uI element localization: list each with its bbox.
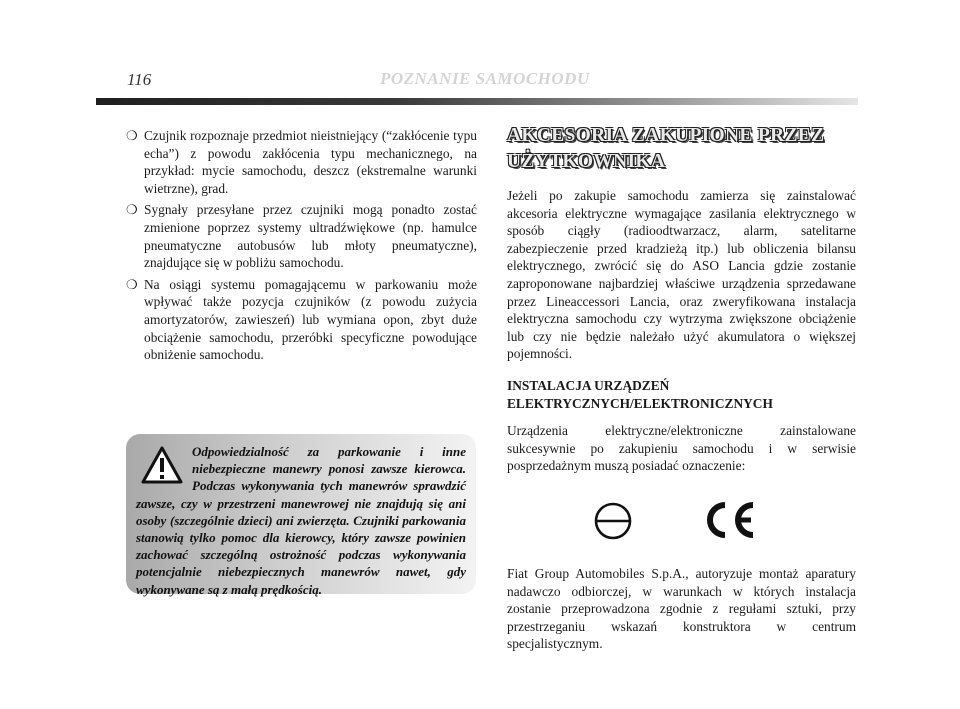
bullet-item <box>126 201 477 271</box>
bullet-circle-icon: ❍ <box>126 276 138 292</box>
bullet-circle-icon: ❍ <box>126 128 138 143</box>
bullet-item <box>126 127 477 197</box>
accessories-intro: Jeżeli po zakupie samochodu zamierza się zainstalować akcesoria elektryczne wymagające zasilania elektrycznego w sposób ciągły (radioodtwarzacz, alarm, satelitarne zabezpieczenie przed kradzieżą itp.) lub obliczenia bilansu elektrycznego, zwrócić się do ASO Lancia gdzie zostanie zaproponowane najbardziej właściwe urządzenia sprzedawane przez Lineaccessori Lancia, oraz zweryfikowana instalacja elektryczna samochodu czy wytrzyma zwiększone obciążenie lub czy nie będzie należało użyć akumulatora o większej pojemności. <box>507 188 856 362</box>
right-column <box>507 123 856 667</box>
installation-text: Urządzenia elektryczne/elektroniczne zainstalowane sukcesywnie po zakupieniu samochodu i w serwisie posprzedażnym muszą posiadać oznaczenie: <box>507 423 856 474</box>
ce-mark-icon <box>699 499 757 541</box>
bullet-circle-icon: ❍ <box>126 202 138 218</box>
page-number: 116 <box>127 70 152 89</box>
bullet-text: Czujnik rozpoznaje przedmiot nieistniejący (“zakłócenie typu echa”) z powodu zakłócenia typu mechanicznego, na przykład: mycie samochodu, deszcz (ekstremalne warunki wietrzne), grad. <box>144 128 477 196</box>
header-bar <box>96 98 858 105</box>
section-title: POZNANIE SAMOCHODU <box>380 69 590 88</box>
bullet-text: Sygnały przesyłane przez czujniki mogą ponadto zostać zmienione poprzez systemy ultradźwiękowe (np. hamulce pneumatyczne autobusów lub młoty pneumatyczne), znajdujące się w pobliżu samochodu. <box>144 202 477 271</box>
bullet-item <box>126 276 477 364</box>
warning-box <box>126 434 476 597</box>
warning-triangle-icon <box>140 445 184 485</box>
accessories-heading: AKCESORIA ZAKUPIONE PRZEZ UŻYTKOWNIKA <box>507 125 825 172</box>
left-column <box>126 127 477 368</box>
e-mark-icon <box>593 501 633 541</box>
certification-marks <box>507 489 856 551</box>
installation-subheading: INSTALACJA URZĄDZEŃ ELEKTRYCZNYCH/ELEKTRONICZNYCH <box>507 377 773 411</box>
warning-text: Odpowiedzialność za parkowanie i inne niebezpieczne manewry ponosi zawsze kierowca. Podczas wykonywania tych manewrów sprawdzić zawsze, czy w przestrzeni manewrowej nie znajdują się ani osoby (szczególnie dzieci) ani zwierzęta. Czujniki parkowania stanowią tylko pomoc dla kierowcy, który zawsze powinien zachować szczególną ostrożność podczas wykonywania potencjalnie niebezpiecznych manewrów nawet, gdy wykonywane są z małą prędkością. <box>136 444 466 597</box>
closing-text: Fiat Group Automobiles S.p.A., autoryzuje montaż aparatury nadawczo odbiorczej, w warunkach w których instalacja zostanie przeprowadzona zgodnie z regułami sztuki, przy przestrzeganiu wskazań konstruktora w centrum specjalistycznym. <box>507 565 856 652</box>
bullet-text: Na osiągi systemu pomagającemu w parkowaniu może wpływać także pozycja czujników (z powodu zużycia amortyzatorów, zawieszeń) lub wymiana opon, zbyt duże obciążenie samochodu, przeróbki specyficzne powodujące obniżenie samochodu. <box>144 276 477 363</box>
